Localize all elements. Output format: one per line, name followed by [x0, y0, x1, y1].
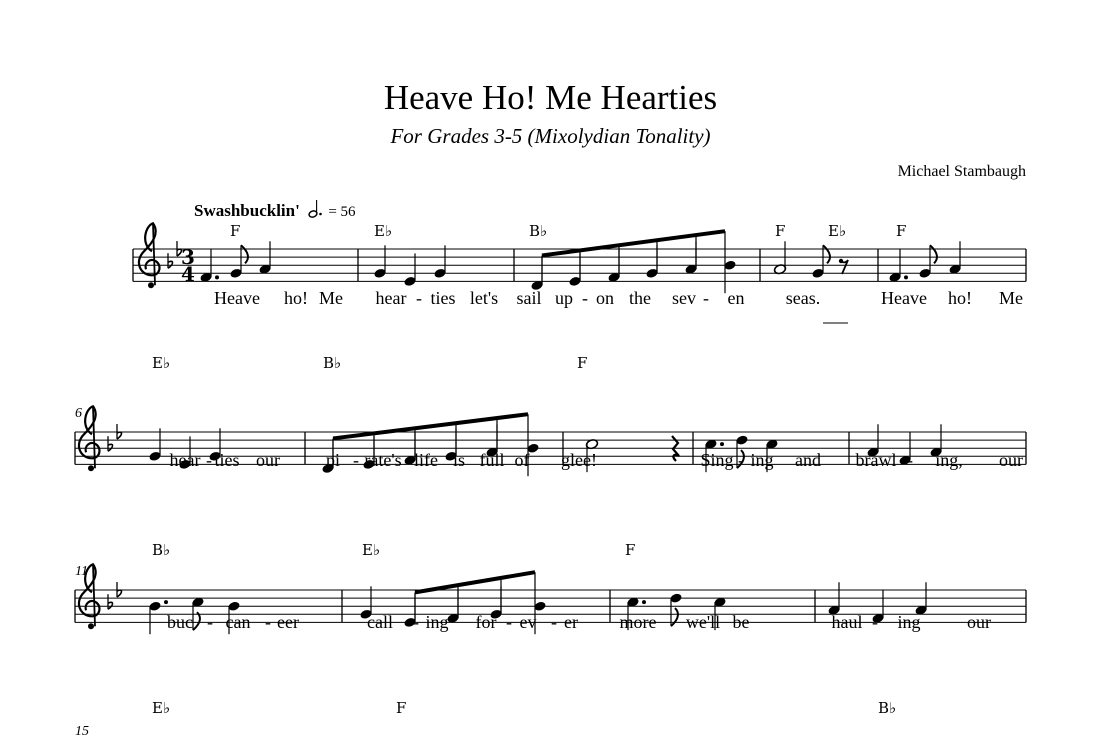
tempo-value: = 56	[328, 204, 356, 220]
lyric-syllable: rate's	[364, 450, 402, 470]
time-signature-top: 3	[181, 245, 195, 269]
lyric-syllable: Me	[319, 288, 343, 308]
treble-clef-icon	[79, 406, 100, 471]
lyric-syllable: life	[414, 450, 438, 470]
lyric-syllable: full	[479, 450, 505, 470]
lyric-syllable: ev	[519, 612, 537, 632]
note	[199, 249, 219, 283]
note	[669, 592, 682, 626]
note	[914, 582, 927, 616]
note	[568, 250, 581, 287]
lyric-syllable: Heave	[881, 288, 927, 308]
lyric-syllable: ing	[897, 612, 921, 632]
lyric-syllable: be	[732, 612, 750, 632]
chord-symbol: B♭	[529, 222, 548, 240]
note	[191, 596, 204, 630]
note	[229, 245, 248, 279]
chord-symbol: F	[625, 541, 636, 559]
note	[433, 245, 446, 279]
chord-symbol: E♭	[374, 222, 393, 240]
lyric-syllable: er	[564, 612, 578, 632]
lyric-syllable: call	[367, 612, 393, 632]
chord-symbol: F	[577, 354, 588, 372]
flat-icon	[168, 253, 173, 268]
note	[148, 600, 168, 634]
beam	[542, 231, 725, 255]
lyric-syllable: brawl	[855, 450, 897, 470]
lyric-syllable: eer	[277, 612, 299, 632]
lyric-syllable: hear	[375, 288, 407, 308]
tempo-text: Swashbucklin'	[194, 201, 300, 220]
lyric-syllable: -	[738, 450, 744, 470]
lyric-syllable: ho!	[948, 288, 972, 308]
beam	[415, 572, 535, 592]
note	[148, 428, 161, 462]
lyric-syllable: seas.	[785, 288, 821, 308]
lyric-syllable: -	[551, 612, 557, 632]
composer-name: Michael Stambaugh	[897, 163, 1026, 180]
lyric-syllable: on	[596, 288, 614, 308]
lyric-syllable: ing	[425, 612, 449, 632]
chord-symbol: E♭	[828, 222, 847, 240]
lyric-syllable: ing	[750, 450, 774, 470]
lyric-syllable: sev	[672, 288, 696, 308]
lyric-syllable: for	[475, 612, 497, 632]
lyric-syllable: our	[999, 450, 1023, 470]
lyric-syllable: more	[619, 612, 657, 632]
lyric-syllable: let's	[469, 288, 499, 308]
lyric-syllable: ho!	[284, 288, 308, 308]
lyric-syllable: the	[629, 288, 651, 308]
note	[827, 582, 840, 616]
lyric-syllable: up	[555, 288, 573, 308]
note	[918, 245, 937, 279]
time-signature-bottom: 4	[181, 262, 195, 286]
note	[373, 245, 386, 279]
lyric-syllable: Sing	[700, 450, 734, 470]
note	[403, 253, 416, 287]
flat-icon	[108, 594, 113, 609]
lyric-syllable: -	[703, 288, 709, 308]
beam	[333, 414, 528, 438]
lyric-syllable: en	[727, 288, 745, 308]
treble-clef-icon	[139, 223, 160, 288]
note	[948, 241, 961, 275]
lyric-syllable: hear	[169, 450, 201, 470]
lyric-syllable: -	[207, 612, 213, 632]
lyric-syllable: pi	[325, 450, 341, 470]
lyric-syllable: ing,	[935, 450, 963, 470]
lyric-syllable: and	[795, 450, 821, 470]
chord-symbol: B♭	[152, 541, 171, 559]
note	[773, 241, 786, 275]
lyric-syllable: sail	[516, 288, 542, 308]
note	[684, 235, 697, 275]
flat-icon	[108, 436, 113, 451]
lyric-syllable: our	[967, 612, 991, 632]
chord-symbol: E♭	[152, 354, 171, 372]
lyric-syllable: haul	[831, 612, 863, 632]
lyric-syllable: can	[225, 612, 251, 632]
lyric-syllable: of	[514, 450, 530, 470]
lyric-syllable: -	[206, 450, 212, 470]
measure-number: 15	[75, 724, 89, 739]
note	[258, 241, 271, 275]
lyric-syllable: we'll	[685, 612, 721, 632]
measure-number: 6	[75, 406, 82, 421]
note	[723, 231, 736, 293]
lyric-syllable: -	[582, 288, 588, 308]
lyric-syllable: -	[416, 288, 422, 308]
chord-symbol: B♭	[878, 699, 897, 717]
lyric-syllable: -	[907, 450, 913, 470]
lyric-syllable: -	[506, 612, 512, 632]
lyric-syllable: ties	[214, 450, 240, 470]
lyric-syllable: our	[256, 450, 280, 470]
lyric-syllable: -	[872, 612, 878, 632]
lyric-syllable: -	[413, 612, 419, 632]
lyric-syllable: buc	[167, 612, 193, 632]
chord-symbol: F	[396, 699, 407, 717]
song-subtitle: For Grades 3-5 (Mixolydian Tonality)	[390, 124, 711, 148]
measure-number: 11	[75, 564, 88, 579]
chord-symbol: E♭	[362, 541, 381, 559]
song-title: Heave Ho! Me Hearties	[383, 78, 718, 117]
lyric-syllable: Heave	[214, 288, 260, 308]
lyric-syllable: -	[265, 612, 271, 632]
note	[607, 245, 620, 283]
chord-symbol: F	[775, 222, 786, 240]
lyric-syllable: ties	[430, 288, 456, 308]
chord-symbol: F	[230, 222, 241, 240]
lyric-syllable: is	[452, 450, 466, 470]
lyric-syllable: Me	[999, 288, 1023, 308]
note	[888, 249, 908, 283]
lyric-syllable: glee!	[561, 450, 597, 470]
lyric-syllable: -	[353, 450, 359, 470]
chord-symbol: F	[896, 222, 907, 240]
note	[811, 245, 830, 279]
chord-symbol: B♭	[323, 354, 342, 372]
note	[645, 240, 658, 279]
chord-symbol: E♭	[152, 699, 171, 717]
